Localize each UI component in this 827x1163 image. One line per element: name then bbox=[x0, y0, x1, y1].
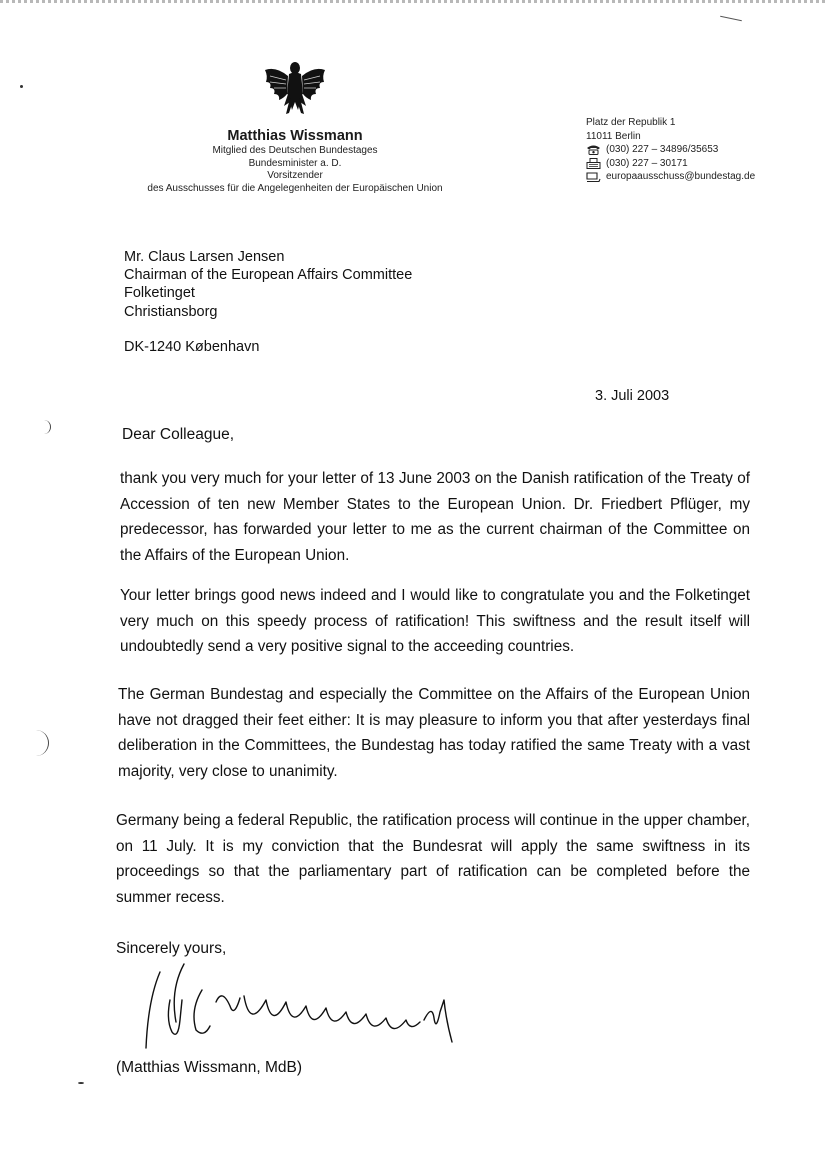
contact-street: Platz der Republik 1 bbox=[586, 117, 676, 128]
signature-name: (Matthias Wissmann, MdB) bbox=[116, 1059, 303, 1076]
contact-fax: (030) 227 – 30171 bbox=[606, 157, 688, 169]
scan-edge-rule bbox=[0, 0, 827, 3]
letter-date: 3. Juli 2003 bbox=[595, 388, 670, 404]
contact-phone: (030) 227 – 34896/35653 bbox=[606, 144, 719, 156]
salutation: Dear Colleague, bbox=[122, 426, 235, 443]
sender-line: Bundesminister a. D. bbox=[248, 157, 342, 169]
fax-icon bbox=[586, 158, 601, 169]
contact-fax-row bbox=[586, 157, 755, 171]
scan-speck bbox=[20, 85, 23, 88]
sender-block bbox=[110, 127, 480, 195]
handwritten-signature bbox=[140, 960, 500, 1060]
body-paragraph: Your letter brings good news indeed and I would like to congratulate you and the Folketinget very much on this speedy process of ratification! This swiftness and the result itself will undoubtedly send a very positive signal to the acceeding countries. bbox=[120, 587, 750, 656]
scan-speck bbox=[78, 1082, 84, 1084]
contact-email-row bbox=[586, 170, 755, 184]
body-paragraph: Germany being a federal Republic, the ratification process will continue in the upper chamber, on 11 July. It is my conviction that the Bundesrat will apply the same swiftness in its proceedings so that the parliamentary part of ratification can be completed before the summer recess. bbox=[116, 812, 750, 906]
body-paragraph: thank you very much for your letter of 13 June 2003 on the Danish ratification of the Treaty of Accession of ten new Member States to the European Union. Dr. Friedbert Pflüger, my predecessor, has forwarded your letter to me as the current chairman of the Committee on the Affairs of the European Union. bbox=[120, 470, 750, 564]
contact-email: europaausschuss@bundestag.de bbox=[606, 171, 756, 183]
federal-eagle-emblem bbox=[262, 58, 328, 118]
sender-name: Matthias Wissmann bbox=[227, 128, 363, 144]
recipient-line: Mr. Claus Larsen Jensen bbox=[124, 249, 285, 265]
closing: Sincerely yours, bbox=[116, 940, 227, 957]
recipient-line: Chairman of the European Affairs Committee bbox=[124, 267, 413, 284]
recipient-city: DK-1240 København bbox=[124, 339, 260, 355]
recipient-line: Folketinget bbox=[124, 285, 195, 302]
scan-mark bbox=[34, 730, 49, 756]
contact-phone-row bbox=[586, 143, 755, 157]
scan-mark bbox=[42, 420, 51, 434]
recipient-line: Christiansborg bbox=[124, 303, 218, 320]
sender-line: Vorsitzender bbox=[267, 170, 323, 181]
sender-line: des Ausschusses für die Angelegenheiten der Europäischen Union bbox=[147, 182, 443, 194]
body-paragraph: The German Bundestag and especially the Committee on the Affairs of the European Union have not dragged their feet either: It is may pleasure to inform you that after yesterdays final deliberation in the Committees, the Bundestag has today ratified the same Treaty with a vast majority, very close to unanimity. bbox=[118, 686, 750, 780]
scan-mark bbox=[720, 16, 742, 22]
sender-line: Mitglied des Deutschen Bundestages bbox=[212, 145, 378, 156]
contact-city: 11011 Berlin bbox=[586, 130, 641, 142]
recipient-address bbox=[124, 248, 412, 321]
contact-block bbox=[586, 116, 755, 184]
telephone-icon bbox=[586, 144, 601, 155]
email-icon bbox=[586, 172, 601, 183]
